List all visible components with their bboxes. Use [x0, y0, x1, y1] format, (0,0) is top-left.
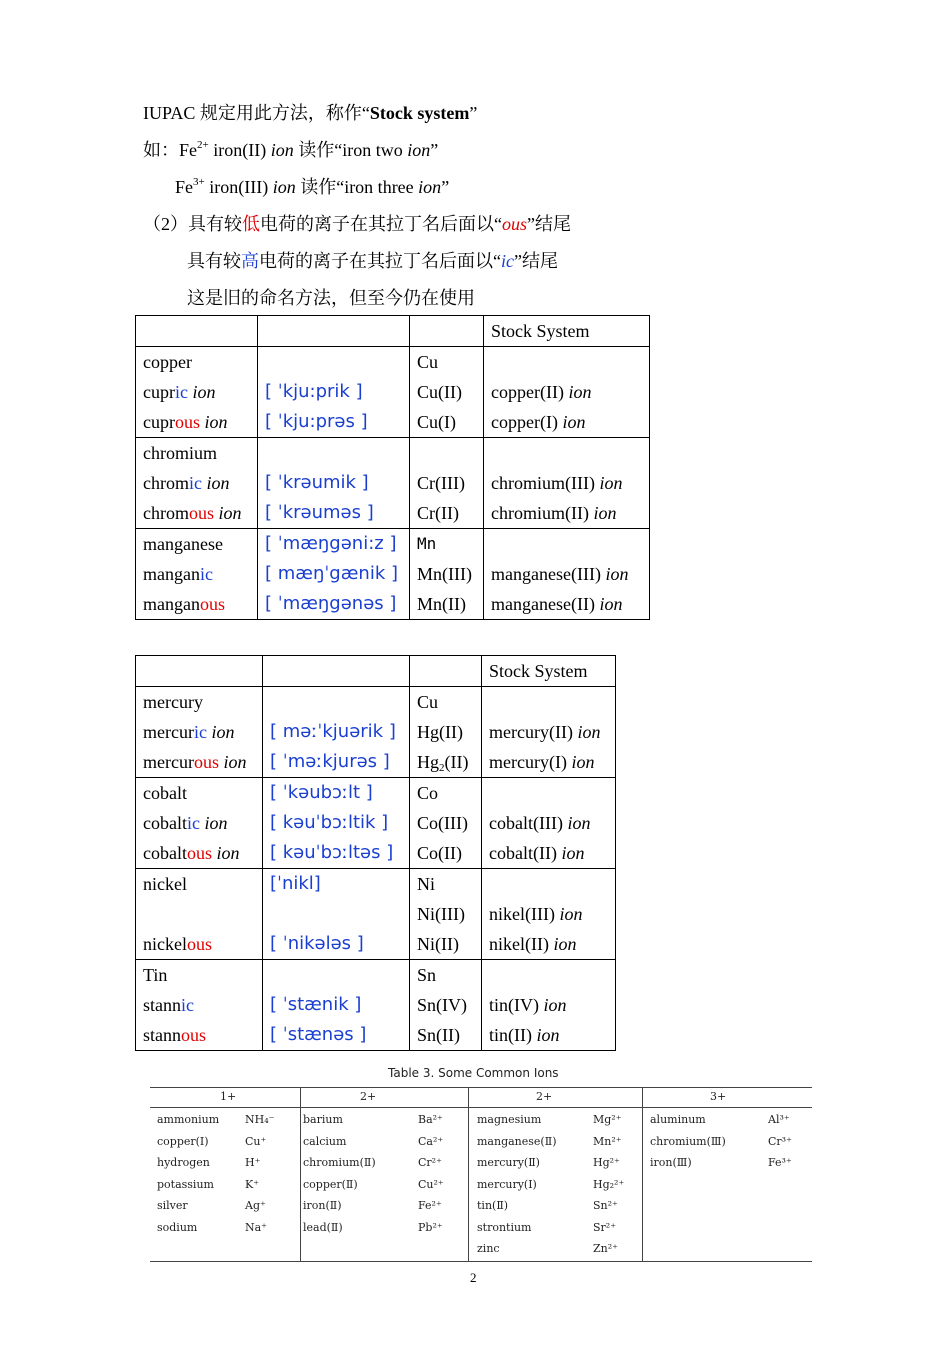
- symbol: Ni: [417, 874, 435, 894]
- symbol: Cr(III): [417, 473, 465, 493]
- symbol: Cu: [417, 692, 439, 712]
- stock-name: nikel(III) ion: [489, 904, 583, 924]
- intro-text: Fe: [175, 177, 193, 197]
- stock-name: manganese(II) ion: [491, 594, 623, 614]
- ion-name: chromium(Ⅲ): [650, 1134, 726, 1148]
- stock-name: mercury(I) ion: [489, 752, 595, 772]
- table-divider: [642, 1087, 643, 1261]
- pron-cell: [258, 347, 410, 438]
- symbol: $Hg_2(II)$: [417, 752, 469, 774]
- pronunciation: [ ˈnikələs ]: [270, 933, 364, 954]
- symbol: Co(II): [417, 843, 462, 863]
- pronunciation: [ ˈstænik ]: [270, 994, 362, 1015]
- ous-name: cuprous ion: [143, 412, 228, 432]
- element-name: mercury: [143, 692, 203, 712]
- ion-symbol: Cr³⁺: [768, 1134, 792, 1148]
- ion-symbol: Al³⁺: [768, 1113, 790, 1126]
- pronunciation: [ ˈkju:prəs ]: [265, 411, 368, 432]
- ion-symbol: K⁺: [245, 1177, 260, 1191]
- ion-symbol: Ca²⁺: [418, 1134, 444, 1148]
- intro-line-1: [143, 99, 477, 125]
- group-header: 3+: [710, 1090, 727, 1103]
- stock-name: copper(I) ion: [491, 412, 586, 432]
- intro-line-6: 这是旧的命名方法，但至今仍在使用: [187, 288, 475, 308]
- pronunciation: [ ˈməːkjurəs ]: [270, 751, 390, 772]
- ion-name: barium: [303, 1113, 343, 1126]
- header-stock-system: Stock System: [482, 656, 616, 687]
- pron-cell: [258, 529, 410, 620]
- pronunciation: [ ˈmæŋgəni:z ]: [265, 533, 397, 554]
- ion-name: strontium: [477, 1220, 532, 1234]
- pron-cell: [263, 869, 410, 960]
- table-row-nickel: [136, 869, 616, 960]
- ion-name: silver: [157, 1199, 188, 1212]
- symbol-cell: [410, 778, 482, 869]
- symbol: Cr(II): [417, 503, 459, 523]
- stock-name: tin(II) ion: [489, 1025, 560, 1045]
- group-header: 2+: [360, 1090, 377, 1103]
- pron-cell: [263, 960, 410, 1051]
- ion-name: zinc: [477, 1242, 500, 1255]
- header-cell: [263, 656, 410, 687]
- suffix-ic: ic: [501, 251, 514, 271]
- stock-cell: [482, 960, 616, 1051]
- pronunciation: [ ˈkju:prik ]: [265, 381, 363, 402]
- intro-text: 电荷的离子在其拉丁名后面以“: [260, 214, 502, 234]
- symbol: Hg(II): [417, 722, 463, 742]
- stock-name: mercury(II) ion: [489, 722, 601, 742]
- table-row-copper: [136, 347, 650, 438]
- element-name: nickel: [143, 874, 187, 894]
- pronunciation: [ˈnikl]: [270, 873, 321, 894]
- ion-table-1: [135, 315, 650, 620]
- symbol-cell: [410, 687, 482, 778]
- header-stock-system: Stock System: [484, 316, 650, 347]
- intro-line-2: [143, 136, 438, 162]
- ic-name: chromic ion: [143, 473, 230, 493]
- pron-cell: [258, 438, 410, 529]
- element-name: copper: [143, 352, 192, 372]
- charge-superscript: 2+: [197, 139, 209, 151]
- element-name: Tin: [143, 965, 168, 985]
- pron-cell: [263, 687, 410, 778]
- header-cell: [410, 656, 482, 687]
- pronunciation: [ ˈkəubɔːlt ]: [270, 782, 373, 803]
- intro-text: ion: [272, 177, 296, 197]
- table-row-cobalt: [136, 778, 616, 869]
- stock-system-term: Stock system: [369, 103, 470, 123]
- ion-name: aluminum: [650, 1113, 706, 1126]
- intro-text: ”结尾: [514, 251, 558, 271]
- ion-symbol: Pb²⁺: [418, 1220, 443, 1234]
- symbol: Mn(II): [417, 594, 466, 614]
- table-divider: [468, 1087, 469, 1261]
- intro-text: ion: [270, 140, 294, 160]
- ic-name: mercuric ion: [143, 722, 235, 742]
- intro-text: iron(III): [204, 177, 273, 197]
- ion-name: tin(Ⅱ): [477, 1199, 509, 1212]
- symbol: Mn: [417, 534, 437, 553]
- ion-name: mercury(Ⅱ): [477, 1156, 540, 1169]
- ion-name: iron(Ⅱ): [303, 1199, 342, 1212]
- ion-symbol: Hg₂²⁺: [593, 1177, 625, 1191]
- table-rule: [150, 1107, 812, 1108]
- ion-name: sodium: [157, 1220, 198, 1234]
- ous-name: chromous ion: [143, 503, 242, 523]
- pronunciation: [ məːˈkjuərik ]: [270, 721, 396, 742]
- pronunciation: [ ˈkrəumik ]: [265, 472, 369, 493]
- name-cell: [136, 529, 258, 620]
- pron-cell: [263, 778, 410, 869]
- ion-symbol: Zn²⁺: [593, 1242, 618, 1255]
- intro-text: 电荷的离子在其拉丁名后面以“: [259, 251, 501, 271]
- stock-name: chromium(III) ion: [491, 473, 623, 493]
- table-rule: [150, 1261, 812, 1262]
- ous-name: mercurous ion: [143, 752, 247, 772]
- stock-name: cobalt(II) ion: [489, 843, 585, 863]
- table-header-row: [136, 316, 650, 347]
- header-cell: [136, 316, 258, 347]
- pronunciation: [ kəuˈbɔːltəs ]: [270, 842, 394, 863]
- element-name: manganese: [143, 534, 223, 554]
- ion-symbol: Ba²⁺: [418, 1113, 443, 1126]
- ion-symbol: Mg²⁺: [593, 1113, 622, 1126]
- table-divider: [300, 1087, 301, 1261]
- stock-name: manganese(III) ion: [491, 564, 629, 584]
- ion-symbol: Cu⁺: [245, 1134, 267, 1148]
- intro-text: ”结尾: [527, 214, 572, 234]
- ion-symbol: Sn²⁺: [593, 1199, 618, 1212]
- ous-name: manganous: [143, 594, 225, 614]
- symbol-cell: [410, 960, 482, 1051]
- intro-text: ”: [441, 177, 450, 197]
- symbol: Co: [417, 783, 439, 803]
- common-ions-table: [150, 1087, 812, 1262]
- intro-text: IUPAC 规定用此方法，称作“: [143, 103, 370, 123]
- header-cell: [258, 316, 410, 347]
- intro-line-5: [187, 247, 558, 273]
- ion-name: potassium: [157, 1177, 214, 1191]
- stock-cell: [484, 347, 650, 438]
- pronunciation: [ kəuˈbɔːltik ]: [270, 812, 389, 833]
- pronunciation: [ mæŋˈgænik ]: [265, 563, 398, 584]
- stock-cell: [484, 529, 650, 620]
- intro-text: ion: [407, 140, 431, 160]
- pronunciation: [ ˈstænəs ]: [270, 1024, 367, 1045]
- ion-symbol: H⁺: [245, 1156, 261, 1169]
- name-cell: [136, 687, 263, 778]
- ion-symbol: NH₄⁻: [245, 1113, 275, 1126]
- symbol-cell: [410, 438, 484, 529]
- element-name: chromium: [143, 443, 217, 463]
- stock-cell: [482, 778, 616, 869]
- table-row-chromium: [136, 438, 650, 529]
- stock-name: chromium(II) ion: [491, 503, 617, 523]
- name-cell: [136, 778, 263, 869]
- table3-caption: Table 3. Some Common Ions: [388, 1066, 559, 1080]
- ion-name: mercury(Ⅰ): [477, 1177, 537, 1191]
- group-header: 1+: [220, 1090, 237, 1103]
- intro-text: （2）具有较: [143, 214, 242, 234]
- table-row-tin: [136, 960, 616, 1051]
- page-number: 2: [470, 1270, 477, 1285]
- symbol: Sn(IV): [417, 995, 467, 1015]
- symbol: Ni(II): [417, 934, 459, 954]
- stock-name: tin(IV) ion: [489, 995, 567, 1015]
- ion-symbol: Fe²⁺: [418, 1199, 442, 1212]
- ion-name: chromium(Ⅱ): [303, 1156, 376, 1169]
- intro-text: iron(II): [208, 140, 271, 160]
- symbol: Cu(I): [417, 412, 456, 432]
- intro-line-3: [175, 173, 449, 199]
- ion-name: calcium: [303, 1134, 347, 1148]
- symbol: Sn: [417, 965, 437, 985]
- intro-text: 如：Fe: [143, 140, 197, 160]
- ion-name: manganese(Ⅱ): [477, 1134, 557, 1148]
- symbol: Ni(III): [417, 904, 465, 924]
- stock-name: cobalt(III) ion: [489, 813, 591, 833]
- name-cell: [136, 960, 263, 1051]
- highlight-high: 高: [241, 251, 259, 271]
- highlight-low: 低: [242, 214, 260, 234]
- intro-line-4: [143, 210, 571, 236]
- table-row-mercury: [136, 687, 616, 778]
- symbol-cell: [410, 869, 482, 960]
- ic-name: cupric ion: [143, 382, 216, 402]
- stock-cell: [482, 687, 616, 778]
- name-cell: [136, 438, 258, 529]
- name-cell: [136, 347, 258, 438]
- group-header: 2+: [536, 1090, 553, 1103]
- ic-name: manganic: [143, 564, 213, 584]
- stock-name: nikel(II) ion: [489, 934, 577, 954]
- element-name: cobalt: [143, 783, 187, 803]
- header-cell: [410, 316, 484, 347]
- ic-name: cobaltic ion: [143, 813, 228, 833]
- pronunciation: [ ˈkrəuməs ]: [265, 502, 374, 523]
- ion-name: magnesium: [477, 1113, 542, 1126]
- ion-symbol: Cu²⁺: [418, 1177, 444, 1191]
- table-rule: [150, 1087, 812, 1088]
- ous-name: nickelous: [143, 934, 212, 954]
- ion-symbol: Fe³⁺: [768, 1156, 792, 1169]
- ion-name: lead(Ⅱ): [303, 1220, 343, 1234]
- table-header-row: [136, 656, 616, 687]
- symbol: Cu(II): [417, 382, 462, 402]
- ion-name: iron(Ⅲ): [650, 1156, 692, 1169]
- name-cell: [136, 869, 263, 960]
- ous-name: cobaltous ion: [143, 843, 240, 863]
- symbol-cell: [410, 347, 484, 438]
- pronunciation: [ ˈmæŋgənəs ]: [265, 593, 397, 614]
- ion-table-2: [135, 655, 616, 1051]
- ion-symbol: Na⁺: [245, 1220, 267, 1234]
- ion-name: copper(I): [157, 1134, 209, 1148]
- intro-text: ”: [469, 103, 478, 123]
- ion-symbol: Mn²⁺: [593, 1134, 622, 1148]
- ion-symbol: Sr²⁺: [593, 1220, 617, 1234]
- header-cell: [136, 656, 263, 687]
- ion-name: hydrogen: [157, 1156, 210, 1169]
- ion-name: ammonium: [157, 1113, 220, 1126]
- ion-name: copper(Ⅱ): [303, 1177, 358, 1191]
- intro-text: 读作“iron three: [295, 177, 419, 197]
- symbol-cell: [410, 529, 484, 620]
- intro-text: ”: [430, 140, 439, 160]
- symbol: Sn(II): [417, 1025, 460, 1045]
- stock-name: copper(II) ion: [491, 382, 592, 402]
- symbol: Cu: [417, 352, 439, 372]
- symbol: Co(III): [417, 813, 468, 833]
- ion-symbol: Ag⁺: [245, 1199, 266, 1212]
- stock-cell: [484, 438, 650, 529]
- ic-name: stannic: [143, 995, 194, 1015]
- intro-text: 读作“iron two: [293, 140, 408, 160]
- stock-cell: [482, 869, 616, 960]
- intro-text: ion: [418, 177, 442, 197]
- intro-text: 具有较: [187, 251, 241, 271]
- table-row-manganese: [136, 529, 650, 620]
- ion-symbol: Cr²⁺: [418, 1156, 442, 1169]
- symbol: Mn(III): [417, 564, 472, 584]
- charge-superscript: 3+: [193, 176, 205, 188]
- suffix-ous: ous: [502, 214, 528, 234]
- ion-symbol: Hg²⁺: [593, 1156, 620, 1169]
- ous-name: stannous: [143, 1025, 207, 1045]
